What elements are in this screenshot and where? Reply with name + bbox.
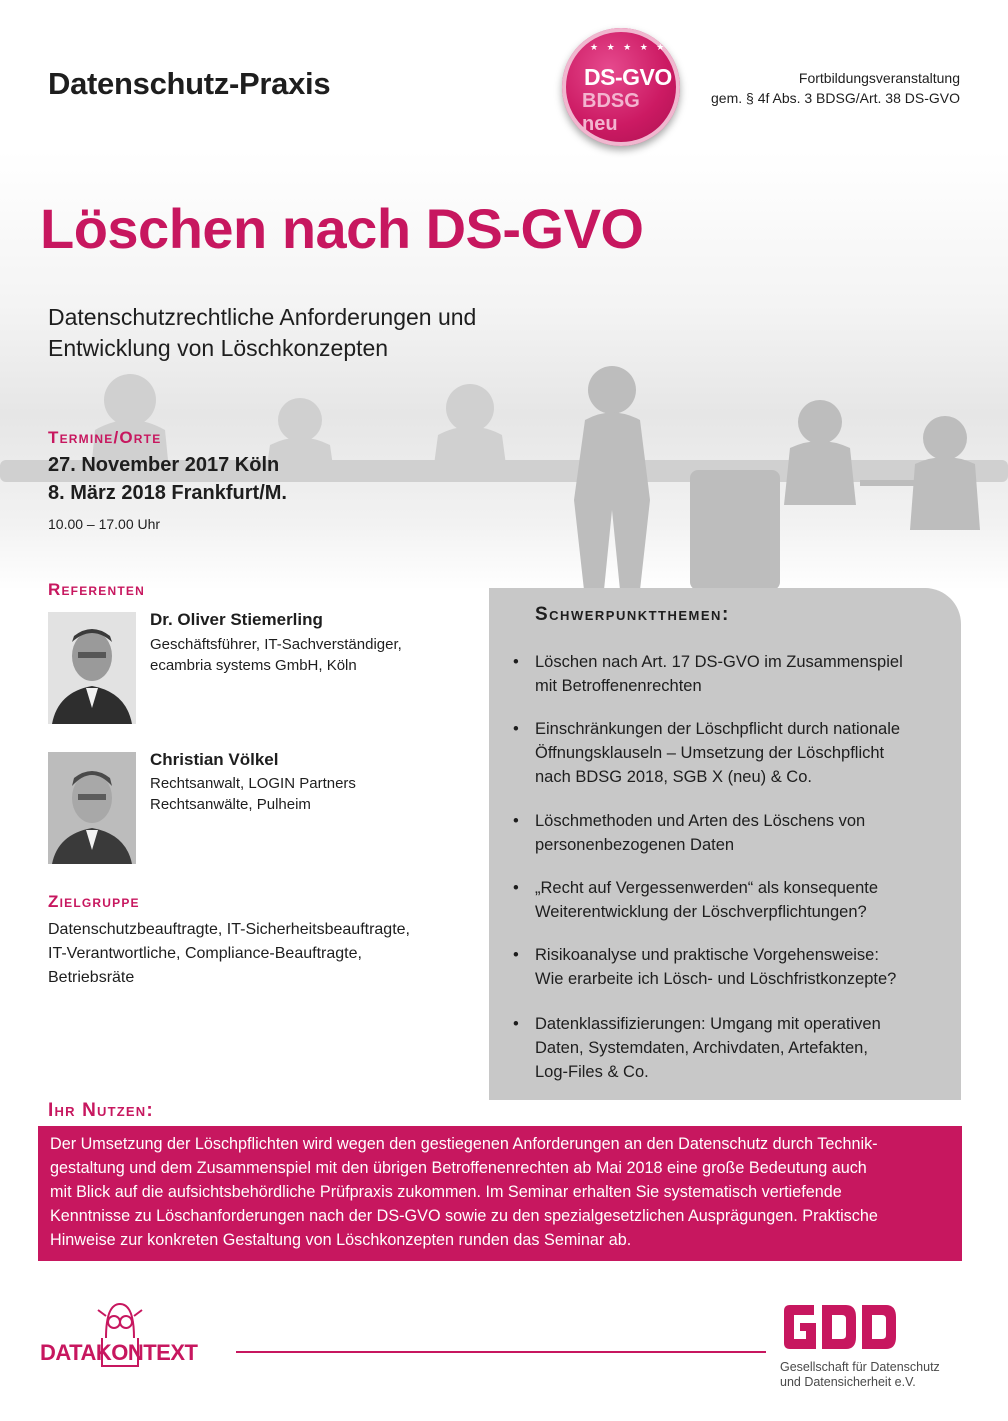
topic-item <box>513 717 943 789</box>
topic-1-line2: mit Betroffenenrechten <box>535 677 702 695</box>
benefit-box <box>38 1126 962 1261</box>
benefit-line5: Hinweise zur konkreten Gestaltung von Löschkonzepten runden das Seminar ab. <box>50 1231 632 1249</box>
schedule-heading: Termine/Orte <box>48 428 162 447</box>
topic-4-line2: Weiterentwicklung der Löschverpflichtungen? <box>535 903 867 921</box>
audience-line3: Betriebsräte <box>48 969 135 986</box>
benefit-line1: Der Umsetzung der Löschpflichten wird wegen den gestiegenen Anforderungen an den Datenschutz durch Technik- <box>50 1135 878 1153</box>
speaker-role-2-line1: Rechtsanwalt, LOGIN Partners <box>150 775 356 792</box>
badge-line1: DS-GVO <box>584 64 672 90</box>
gdd-caption <box>780 1360 940 1390</box>
speaker-photo-voelkel <box>48 752 136 864</box>
bullet-icon: • <box>513 1015 519 1033</box>
series-title: Datenschutz-Praxis <box>48 66 331 101</box>
speakers-heading: Referenten <box>48 580 145 599</box>
speaker-role-1-line1: Geschäftsführer, IT-Sachverständiger, <box>150 636 402 653</box>
bullet-icon: • <box>513 653 519 671</box>
topic-item <box>513 809 943 857</box>
page-subtitle <box>48 302 476 364</box>
topic-4-line1: „Recht auf Vergessenwerden“ als konsequente <box>535 879 879 897</box>
topic-6-line3: Log-Files & Co. <box>535 1063 649 1081</box>
topic-3-line2: personenbezogenen Daten <box>535 836 735 854</box>
topic-item <box>513 943 943 991</box>
speaker-name-1: Dr. Oliver Stiemerling <box>150 610 323 629</box>
date-cologne: 27. November 2017 Köln <box>48 454 280 476</box>
benefit-heading: Ihr Nutzen: <box>48 1100 154 1121</box>
topic-1-line1: Löschen nach Art. 17 DS-GVO im Zusammenspiel <box>535 653 903 671</box>
audience-list <box>48 918 468 990</box>
topic-item <box>513 876 943 924</box>
speaker-role-1-line2: ecambria systems GmbH, Köln <box>150 657 357 674</box>
topic-6-line2: Daten, Systemdaten, Archivdaten, Artefakten, <box>535 1039 868 1057</box>
footer-divider <box>236 1351 766 1353</box>
speaker-role-2 <box>150 773 356 815</box>
gdd-caption-line1: Gesellschaft für Datenschutz <box>780 1360 940 1374</box>
speaker-name-2: Christian Völkel <box>150 750 279 769</box>
badge-line2: BDSG neu <box>582 90 640 135</box>
topic-5-line1: Risikoanalyse und praktische Vorgehensweise: <box>535 946 879 964</box>
topic-2-line2: Öffnungsklauseln – Umsetzung der Löschpflicht <box>535 744 885 762</box>
subtitle-line1: Datenschutzrechtliche Anforderungen und <box>48 304 477 330</box>
topic-5-line2: Wie erarbeite ich Lösch- und Löschfristkonzepte? <box>535 970 897 988</box>
topic-2-line3: nach BDSG 2018, SGB X (neu) & Co. <box>535 768 812 786</box>
audience-line1: Datenschutzbeauftragte, IT-Sicherheitsbeauftragte, <box>48 921 410 938</box>
speaker-photo-stiemerling <box>48 612 136 724</box>
date-frankfurt: 8. März 2018 Frankfurt/M. <box>48 482 287 504</box>
benefit-line2: gestaltung und dem Zusammenspiel mit den übrigen Betroffenenrechten ab Mai 2018 eine große Bedeutung auch <box>50 1159 867 1177</box>
benefit-line4: Kenntnisse zu Löschanforderungen nach der DS-GVO sowie zu den spezialgesetzlichen Ausprägungen. Praktische <box>50 1207 878 1225</box>
ds-gvo-badge-icon <box>562 28 680 146</box>
topic-3-line1: Löschmethoden und Arten des Löschens von <box>535 812 866 830</box>
certification-note <box>711 68 960 108</box>
bullet-icon: • <box>513 812 519 830</box>
benefit-line3: mit Blick auf die aufsichtsbehördliche Prüfpraxis zukommen. Im Seminar erhalten Sie systematisch vertiefende <box>50 1183 842 1201</box>
bullet-icon: • <box>513 946 519 964</box>
audience-heading: Zielgruppe <box>48 892 140 911</box>
topic-6-line1: Datenklassifizierungen: Umgang mit operativen <box>535 1015 881 1033</box>
time-range: 10.00 – 17.00 Uhr <box>48 516 161 532</box>
badge-stars-icon: ★ ★ ★ ★ ★ <box>590 42 668 52</box>
cert-line1: Fortbildungsveranstaltung <box>798 70 960 86</box>
subtitle-line2: Entwicklung von Löschkonzepten <box>48 335 389 361</box>
speaker-role-1 <box>150 634 402 676</box>
gdd-logo-icon <box>780 1303 900 1351</box>
cert-line2: gem. § 4f Abs. 3 BDSG/Art. 38 DS-GVO <box>711 90 960 106</box>
page-title: Löschen nach DS-GVO <box>40 197 644 260</box>
bullet-icon: • <box>513 879 519 897</box>
speaker-role-2-line2: Rechtsanwälte, Pulheim <box>150 796 311 813</box>
audience-line2: IT-Verantwortliche, Compliance-Beauftragte, <box>48 945 362 962</box>
topic-2-line1: Einschränkungen der Löschpflicht durch nationale <box>535 720 901 738</box>
bullet-icon: • <box>513 720 519 738</box>
datakontext-logo: DATAKONTEXT <box>40 1340 198 1365</box>
topic-item <box>513 650 943 698</box>
topic-item <box>513 1012 943 1084</box>
gdd-caption-line2: und Datensicherheit e.V. <box>780 1375 916 1389</box>
topics-panel <box>489 588 961 1100</box>
topics-heading: Schwerpunktthemen: <box>535 604 730 625</box>
